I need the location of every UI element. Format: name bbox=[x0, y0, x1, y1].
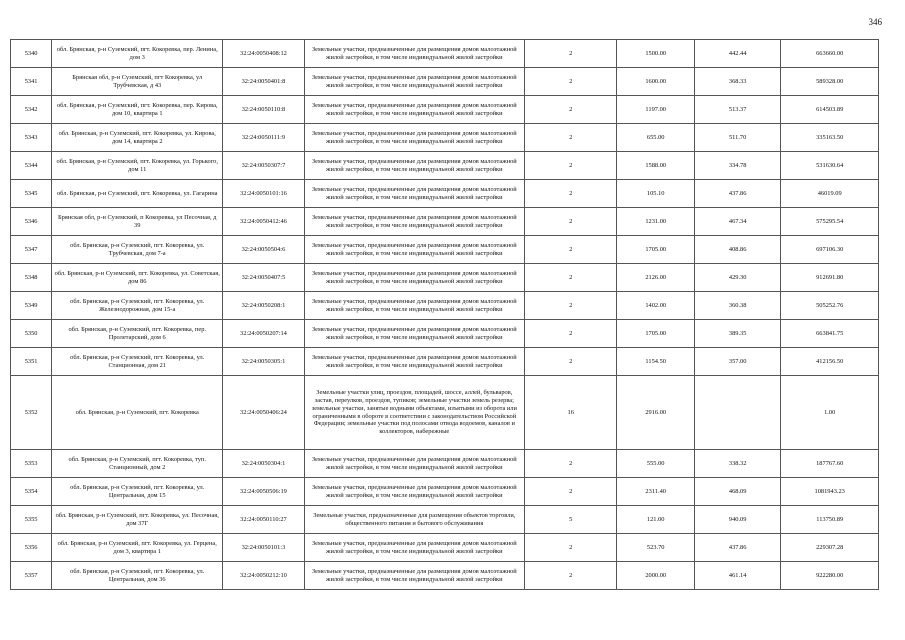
address-cell: обл. Брянская, р-н Суземский, пгт. Кокоревка, ул. Центральная, дом 36 bbox=[52, 562, 223, 590]
area-cell: 1588.00 bbox=[617, 152, 694, 180]
cadastral-number-cell: 32:24:0050412:46 bbox=[223, 208, 304, 236]
cadastral-value-cell: 663660.00 bbox=[781, 40, 879, 68]
cadastral-number-cell: 32:24:0050207:14 bbox=[223, 320, 304, 348]
table-row bbox=[11, 208, 879, 236]
specific-value-cell: 334.78 bbox=[694, 152, 780, 180]
permitted-use-cell: Земельные участки, предназначенные для размещения домов малоэтажной жилой застройки, в том числе индивидуальной жилой застройки bbox=[304, 40, 524, 68]
zone-group-cell: 2 bbox=[524, 180, 617, 208]
zone-group-cell: 2 bbox=[524, 124, 617, 152]
address-cell: обл. Брянская, р-н Суземский, пгт. Кокоревка, ул. Кирова, дом 14, квартира 2 bbox=[52, 124, 223, 152]
table-row bbox=[11, 534, 879, 562]
specific-value-cell bbox=[694, 376, 780, 450]
specific-value-cell: 513.37 bbox=[694, 96, 780, 124]
area-cell: 1600.00 bbox=[617, 68, 694, 96]
table-row bbox=[11, 348, 879, 376]
cadastral-value-cell: 335163.50 bbox=[781, 124, 879, 152]
cadastral-number-cell: 32:24:0050208:1 bbox=[223, 292, 304, 320]
cadastral-number-cell: 32:24:0050110:8 bbox=[223, 96, 304, 124]
cadastral-number-cell: 32:24:0050305:1 bbox=[223, 348, 304, 376]
table-body bbox=[11, 40, 879, 590]
row-number: 5340 bbox=[11, 40, 52, 68]
row-number: 5346 bbox=[11, 208, 52, 236]
table-row bbox=[11, 96, 879, 124]
area-cell: 1197.00 bbox=[617, 96, 694, 124]
land-registry-table bbox=[10, 39, 879, 590]
address-cell: обл. Брянская, р-н Суземский, пгт. Кокоревка, ул. Герцена, дом 3, квартира 1 bbox=[52, 534, 223, 562]
row-number: 5349 bbox=[11, 292, 52, 320]
zone-group-cell: 2 bbox=[524, 348, 617, 376]
specific-value-cell: 437.86 bbox=[694, 180, 780, 208]
cadastral-number-cell: 32:24:0050307:7 bbox=[223, 152, 304, 180]
cadastral-number-cell: 32:24:0050506:19 bbox=[223, 478, 304, 506]
cadastral-value-cell: 663841.75 bbox=[781, 320, 879, 348]
row-number: 5350 bbox=[11, 320, 52, 348]
cadastral-number-cell: 32:24:0050212:10 bbox=[223, 562, 304, 590]
address-cell: обл. Брянская, р-н Суземский, пгт. Кокоревка bbox=[52, 376, 223, 450]
area-cell: 2916.00 bbox=[617, 376, 694, 450]
specific-value-cell: 461.14 bbox=[694, 562, 780, 590]
table-row bbox=[11, 236, 879, 264]
row-number: 5347 bbox=[11, 236, 52, 264]
address-cell: обл. Брянская, р-н Суземский, пгт. Кокоревка, ул. Советская, дом 86 bbox=[52, 264, 223, 292]
permitted-use-cell: Земельные участки, предназначенные для размещения домов малоэтажной жилой застройки, в том числе индивидуальной жилой застройки bbox=[304, 124, 524, 152]
address-cell: обл. Брянская, р-н Суземский, пгт. Кокоревка, туп. Станционный, дом 2 bbox=[52, 450, 223, 478]
zone-group-cell: 2 bbox=[524, 152, 617, 180]
area-cell: 555.00 bbox=[617, 450, 694, 478]
table-row bbox=[11, 180, 879, 208]
row-number: 5355 bbox=[11, 506, 52, 534]
cadastral-value-cell: 697106.30 bbox=[781, 236, 879, 264]
zone-group-cell: 5 bbox=[524, 506, 617, 534]
cadastral-number-cell: 32:24:0050111:9 bbox=[223, 124, 304, 152]
permitted-use-cell: Земельные участки, предназначенные для размещения домов малоэтажной жилой застройки, в том числе индивидуальной жилой застройки bbox=[304, 152, 524, 180]
permitted-use-cell: Земельные участки, предназначенные для размещения домов малоэтажной жилой застройки, в том числе индивидуальной жилой застройки bbox=[304, 562, 524, 590]
area-cell: 1402.00 bbox=[617, 292, 694, 320]
area-cell: 105.10 bbox=[617, 180, 694, 208]
cadastral-value-cell: 912691.80 bbox=[781, 264, 879, 292]
area-cell: 1500.00 bbox=[617, 40, 694, 68]
table-row bbox=[11, 320, 879, 348]
cadastral-number-cell: 32:24:0050304:1 bbox=[223, 450, 304, 478]
specific-value-cell: 467.34 bbox=[694, 208, 780, 236]
zone-group-cell: 2 bbox=[524, 96, 617, 124]
specific-value-cell: 429.30 bbox=[694, 264, 780, 292]
permitted-use-cell: Земельные участки, предназначенные для размещения домов малоэтажной жилой застройки, в том числе индивидуальной жилой застройки bbox=[304, 534, 524, 562]
address-cell: обл. Брянская, р-н Суземский, пгт. Кокоревка, ул. Центральная, дом 15 bbox=[52, 478, 223, 506]
cadastral-value-cell: 614503.89 bbox=[781, 96, 879, 124]
row-number: 5345 bbox=[11, 180, 52, 208]
address-cell: обл. Брянская, р-н Суземский, пгт. Кокоревка, пер. Ленина, дом 3 bbox=[52, 40, 223, 68]
row-number: 5353 bbox=[11, 450, 52, 478]
cadastral-number-cell: 32:24:0050406:24 bbox=[223, 376, 304, 450]
zone-group-cell: 16 bbox=[524, 376, 617, 450]
specific-value-cell: 468.09 bbox=[694, 478, 780, 506]
zone-group-cell: 2 bbox=[524, 320, 617, 348]
cadastral-value-cell: 1.00 bbox=[781, 376, 879, 450]
address-cell: обл. Брянская, р-н Суземский, пгт. Кокоревка, ул. Станционная, дом 21 bbox=[52, 348, 223, 376]
area-cell: 1154.50 bbox=[617, 348, 694, 376]
table-row bbox=[11, 478, 879, 506]
permitted-use-cell: Земельные участки, предназначенные для размещения домов малоэтажной жилой застройки, в том числе индивидуальной жилой застройки bbox=[304, 478, 524, 506]
cadastral-value-cell: 229307.28 bbox=[781, 534, 879, 562]
cadastral-value-cell: 575295.54 bbox=[781, 208, 879, 236]
permitted-use-cell: Земельные участки, предназначенные для размещения домов малоэтажной жилой застройки, в том числе индивидуальной жилой застройки bbox=[304, 236, 524, 264]
specific-value-cell: 940.09 bbox=[694, 506, 780, 534]
table-row bbox=[11, 450, 879, 478]
row-number: 5357 bbox=[11, 562, 52, 590]
cadastral-value-cell: 1081943.23 bbox=[781, 478, 879, 506]
area-cell: 523.70 bbox=[617, 534, 694, 562]
zone-group-cell: 2 bbox=[524, 478, 617, 506]
address-cell: обл. Брянская, р-н Суземский, пгт. Кокоревка, пер. Кирова, дом 10, квартира 1 bbox=[52, 96, 223, 124]
row-number: 5343 bbox=[11, 124, 52, 152]
permitted-use-cell: Земельные участки, предназначенные для размещения домов малоэтажной жилой застройки, в том числе индивидуальной жилой застройки bbox=[304, 96, 524, 124]
area-cell: 1705.00 bbox=[617, 320, 694, 348]
row-number: 5356 bbox=[11, 534, 52, 562]
specific-value-cell: 511.70 bbox=[694, 124, 780, 152]
specific-value-cell: 338.32 bbox=[694, 450, 780, 478]
zone-group-cell: 2 bbox=[524, 450, 617, 478]
specific-value-cell: 368.33 bbox=[694, 68, 780, 96]
address-cell: обл. Брянская, р-н Суземский, пгт. Кокоревка, ул. Горького, дом 11 bbox=[52, 152, 223, 180]
cadastral-number-cell: 32:24:0050110:27 bbox=[223, 506, 304, 534]
zone-group-cell: 2 bbox=[524, 40, 617, 68]
table-row bbox=[11, 124, 879, 152]
zone-group-cell: 2 bbox=[524, 562, 617, 590]
cadastral-value-cell: 922280.00 bbox=[781, 562, 879, 590]
area-cell: 655.00 bbox=[617, 124, 694, 152]
zone-group-cell: 2 bbox=[524, 68, 617, 96]
address-cell: обл. Брянская, р-н Суземский, пгт. Кокоревка, ул. Железнодорожная, дом 15-а bbox=[52, 292, 223, 320]
specific-value-cell: 437.86 bbox=[694, 534, 780, 562]
cadastral-value-cell: 113750.89 bbox=[781, 506, 879, 534]
cadastral-value-cell: 505252.76 bbox=[781, 292, 879, 320]
table-row bbox=[11, 376, 879, 450]
permitted-use-cell: Земельные участки, предназначенные для размещения домов малоэтажной жилой застройки, в том числе индивидуальной жилой застройки bbox=[304, 348, 524, 376]
cadastral-number-cell: 32:24:0050101:16 bbox=[223, 180, 304, 208]
zone-group-cell: 2 bbox=[524, 292, 617, 320]
table-row bbox=[11, 264, 879, 292]
row-number: 5344 bbox=[11, 152, 52, 180]
permitted-use-cell: Земельные участки, предназначенные для размещения домов малоэтажной жилой застройки, в том числе индивидуальной жилой застройки bbox=[304, 292, 524, 320]
zone-group-cell: 2 bbox=[524, 264, 617, 292]
cadastral-value-cell: 187767.60 bbox=[781, 450, 879, 478]
permitted-use-cell: Земельные участки улиц, проездов, площадей, шоссе, аллей, бульваров, застав, переулков, проездов, тупиков; земельные участки земель резерва; земельные участки, занятые водными объектами, изъятыми из оборота или ограниченными в обороте в соответствии с законодательством Российской Федерации; земельные участки под полосами отвода водоемов, каналов и коллекторов, набережные bbox=[304, 376, 524, 450]
address-cell: обл. Брянская, р-н Суземский, пгт. Кокоревка, ул. Трубчевская, дом 7-а bbox=[52, 236, 223, 264]
area-cell: 2126.00 bbox=[617, 264, 694, 292]
area-cell: 1705.00 bbox=[617, 236, 694, 264]
permitted-use-cell: Земельные участки, предназначенные для размещения объектов торговли, общественного питания и бытового обслуживания bbox=[304, 506, 524, 534]
zone-group-cell: 2 bbox=[524, 208, 617, 236]
zone-group-cell: 2 bbox=[524, 236, 617, 264]
cadastral-number-cell: 32:24:0050101:3 bbox=[223, 534, 304, 562]
specific-value-cell: 357.00 bbox=[694, 348, 780, 376]
specific-value-cell: 389.35 bbox=[694, 320, 780, 348]
address-cell: Брянская обл, р-н Суземский, пгт Кокоревка, ул Трубчевская, д 43 bbox=[52, 68, 223, 96]
zone-group-cell: 2 bbox=[524, 534, 617, 562]
address-cell: обл. Брянская, р-н Суземский, пгт. Кокоревка, пер. Пролетарский, дом 6 bbox=[52, 320, 223, 348]
permitted-use-cell: Земельные участки, предназначенные для размещения домов малоэтажной жилой застройки, в том числе индивидуальной жилой застройки bbox=[304, 264, 524, 292]
row-number: 5348 bbox=[11, 264, 52, 292]
row-number: 5352 bbox=[11, 376, 52, 450]
permitted-use-cell: Земельные участки, предназначенные для размещения домов малоэтажной жилой застройки, в том числе индивидуальной жилой застройки bbox=[304, 450, 524, 478]
table-row bbox=[11, 562, 879, 590]
table-row bbox=[11, 506, 879, 534]
cadastral-value-cell: 531630.64 bbox=[781, 152, 879, 180]
cadastral-number-cell: 32:24:0050408:12 bbox=[223, 40, 304, 68]
cadastral-value-cell: 412156.50 bbox=[781, 348, 879, 376]
row-number: 5341 bbox=[11, 68, 52, 96]
cadastral-value-cell: 589328.00 bbox=[781, 68, 879, 96]
permitted-use-cell: Земельные участки, предназначенные для размещения домов малоэтажной жилой застройки, в том числе индивидуальной жилой застройки bbox=[304, 180, 524, 208]
area-cell: 1231.00 bbox=[617, 208, 694, 236]
row-number: 5351 bbox=[11, 348, 52, 376]
cadastral-number-cell: 32:24:0050504:6 bbox=[223, 236, 304, 264]
permitted-use-cell: Земельные участки, предназначенные для размещения домов малоэтажной жилой застройки, в том числе индивидуальной жилой застройки bbox=[304, 208, 524, 236]
specific-value-cell: 408.86 bbox=[694, 236, 780, 264]
row-number: 5342 bbox=[11, 96, 52, 124]
address-cell: Брянская обл, р-н Суземский, п Кокоревка, ул Песочная, д 39 bbox=[52, 208, 223, 236]
cadastral-number-cell: 32:24:0050401:8 bbox=[223, 68, 304, 96]
address-cell: обл. Брянская, р-н Суземский, пгт. Кокоревка, ул. Песочная, дом 37Г bbox=[52, 506, 223, 534]
specific-value-cell: 360.38 bbox=[694, 292, 780, 320]
cadastral-number-cell: 32:24:0050407:5 bbox=[223, 264, 304, 292]
row-number: 5354 bbox=[11, 478, 52, 506]
table-row bbox=[11, 292, 879, 320]
table-row bbox=[11, 68, 879, 96]
area-cell: 121.00 bbox=[617, 506, 694, 534]
page-number: 346 bbox=[868, 17, 882, 27]
cadastral-value-cell: 46019.09 bbox=[781, 180, 879, 208]
table-row bbox=[11, 152, 879, 180]
table-row bbox=[11, 40, 879, 68]
area-cell: 2311.40 bbox=[617, 478, 694, 506]
area-cell: 2000.00 bbox=[617, 562, 694, 590]
permitted-use-cell: Земельные участки, предназначенные для размещения домов малоэтажной жилой застройки, в том числе индивидуальной жилой застройки bbox=[304, 68, 524, 96]
specific-value-cell: 442.44 bbox=[694, 40, 780, 68]
address-cell: обл. Брянская, р-н Суземский, пгт. Кокоревка, ул. Гагарина bbox=[52, 180, 223, 208]
permitted-use-cell: Земельные участки, предназначенные для размещения домов малоэтажной жилой застройки, в том числе индивидуальной жилой застройки bbox=[304, 320, 524, 348]
